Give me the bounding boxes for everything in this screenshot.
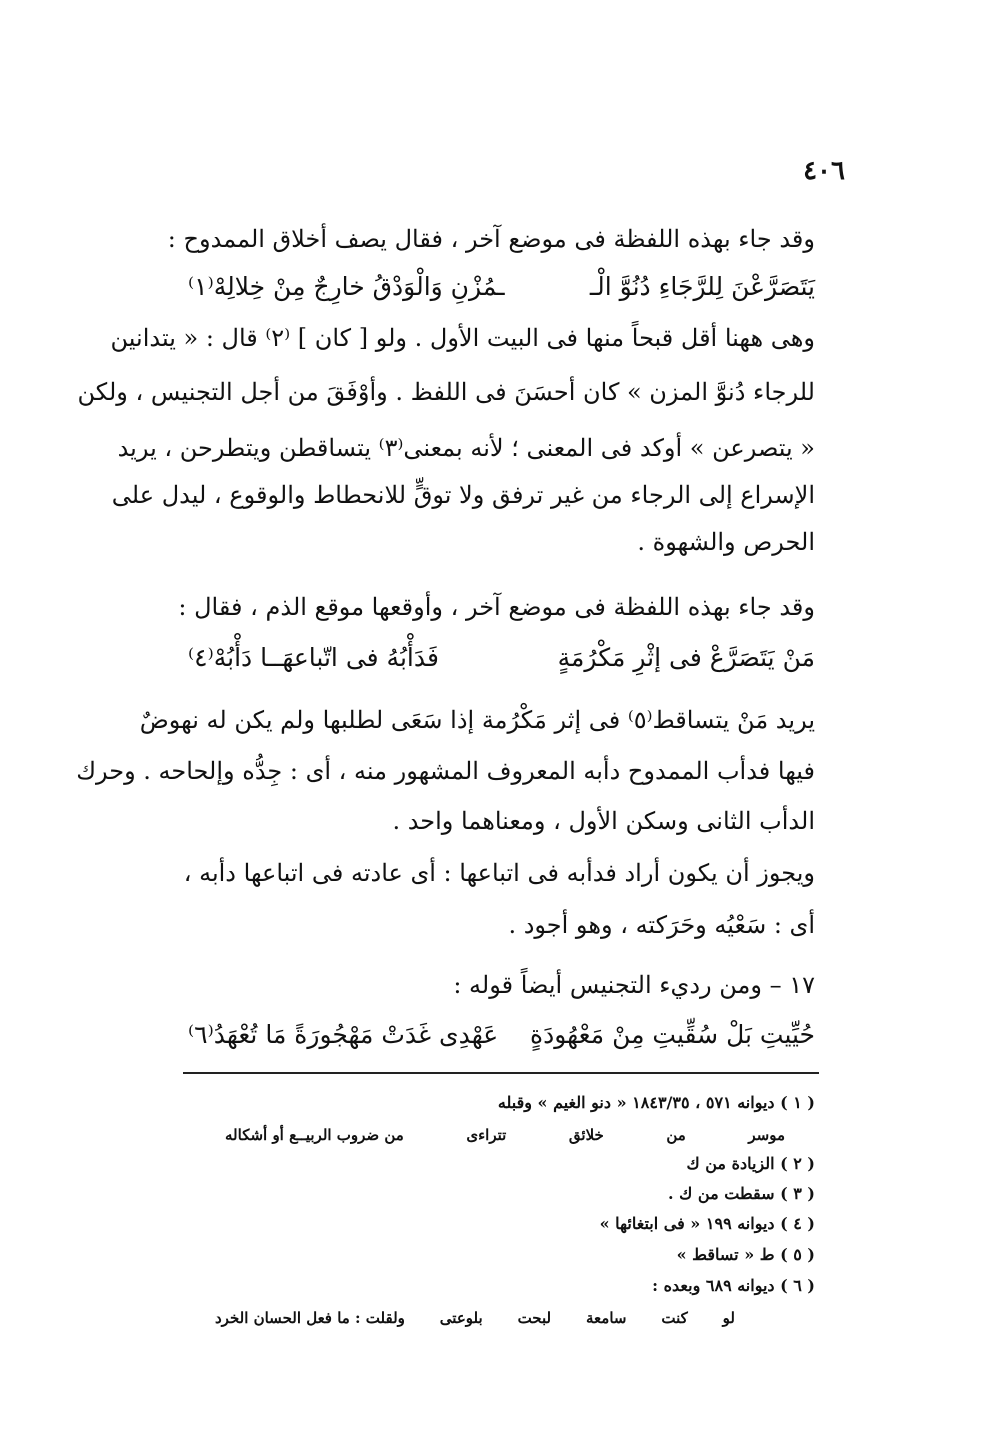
paragraph-line: الدأب الثانى وسكن الأول ، ومعناهما واحد . xyxy=(392,807,815,835)
verse-1 xyxy=(188,272,815,302)
footnote-verse-word: خلائق xyxy=(568,1126,604,1144)
footnote-divider xyxy=(183,1072,819,1074)
paragraph-line: وهى ههنا أقل قبحاً منها فى البيت الأول . ولو [ كان ] ⁽٢⁾ قال : « يتدانين xyxy=(110,324,815,352)
verse-2-first-hemistich: مَنْ يَتَصَرَّعْ فى إثْرِ مَكْرُمَةٍ xyxy=(557,643,815,672)
footnote-verse-word: سامعة xyxy=(586,1309,627,1327)
verse-3-second-hemistich: عَهْدِى غَدَتْ مَهْجُورَةً مَا تُعْهَدُ⁽٦⁾ xyxy=(188,1020,499,1049)
paragraph-line: للرجاء دُنوَّ المزن » كان أحسَنَ فى اللفظ . وأوْفَقَ من أجل التجنيس ، ولكن xyxy=(77,378,815,406)
paragraph-line: ويجوز أن يكون أراد فدأبه فى اتباعها : أى عادته فى اتباعها دأبه ، xyxy=(183,859,815,887)
footnote-verse-word: بلوعتى xyxy=(439,1309,483,1327)
footnote-verse-word: ولقلت : ما فعل الحسان الخرد xyxy=(215,1309,405,1327)
verse-1-first-hemistich: يَتَصَرَّعْنَ لِلرَّجَاءِ دُنُوَّ الْـ xyxy=(589,272,815,301)
verse-3 xyxy=(188,1020,815,1050)
footnote-verse-word: كنت xyxy=(661,1309,688,1327)
footnote-verse-word: تتراءى xyxy=(466,1126,507,1144)
paragraph-line: فيها فدأب الممدوح دأبه المعروف المشهور منه ، أى : جِدُّه وإلحاحه . وحرك xyxy=(76,757,815,785)
footnote-2: ( ٢ ) الزيادة من ك xyxy=(686,1154,815,1173)
paragraph-line: الحرص والشهوة . xyxy=(637,528,815,556)
footnote-5: ( ٥ ) ط « تساقط » xyxy=(676,1245,815,1264)
paragraph-line: أى : سَعْيُه وحَرَكته ، وهو أجود . xyxy=(508,911,815,939)
footnote-verse-2 xyxy=(215,1307,735,1329)
footnote-verse-word: من xyxy=(666,1126,686,1144)
footnote-4: ( ٤ ) ديوانه ١٩٩ « فى ابتغائها » xyxy=(599,1214,815,1233)
verse-3-first-hemistich: حُيِّيتِ بَلْ سُقِّيتِ مِنْ مَعْهُودَةٍ xyxy=(530,1020,815,1049)
footnote-verse-word: من ضروب الربيــع أو أشكاله xyxy=(225,1126,404,1144)
footnote-verse-word: لبحت xyxy=(517,1309,552,1327)
section2-intro: وقد جاء بهذه اللفظة فى موضع آخر ، وأوقعها موقع الذم ، فقال : xyxy=(178,593,815,621)
footnote-1: ( ١ ) ديوانه ٥٧١ ، ١٨٤٣/٣٥ « دنو الغيم » وقبله xyxy=(497,1093,815,1112)
footnote-verse-word: لو xyxy=(722,1309,735,1327)
section3-heading: ١٧ – ومن رديء التجنيس أيضاً قوله : xyxy=(453,971,815,999)
page-number: ٤٠٦ xyxy=(803,156,845,186)
footnote-verse-1 xyxy=(225,1124,785,1146)
section1-intro: وقد جاء بهذه اللفظة فى موضع آخر ، فقال يصف أخلاق الممدوح : xyxy=(167,225,815,253)
paragraph-line: يريد مَنْ يتساقط⁽٥⁾ فى إثر مَكْرُمة إذا سَعَى لطلبها ولم يكن له نهوضٌ xyxy=(139,706,815,734)
footnote-6: ( ٦ ) ديوانه ٦٨٩ وبعده : xyxy=(652,1276,815,1295)
paragraph-line: الإسراع إلى الرجاء من غير ترفق ولا توقٍّ للانحطاط والوقوع ، ليدل على xyxy=(111,481,815,509)
footnote-verse-word: موسر xyxy=(748,1126,785,1144)
verse-2-second-hemistich: فَدَأْبُهُ فى اتّباعهَــا دَأْبُهْ⁽٤⁾ xyxy=(188,643,439,672)
paragraph-line: « يتصرعن » أوكد فى المعنى ؛ لأنه بمعنى⁽٣⁾ يتساقطن ويتطرحن ، يريد xyxy=(117,434,815,462)
footnote-3: ( ٣ ) سقطت من ك . xyxy=(668,1184,815,1203)
verse-1-second-hemistich: ـمُزْنِ وَالْوَدْقُ خارِجٌ مِنْ خِلالِهْ⁽١⁾ xyxy=(188,272,505,301)
verse-2 xyxy=(188,643,815,673)
